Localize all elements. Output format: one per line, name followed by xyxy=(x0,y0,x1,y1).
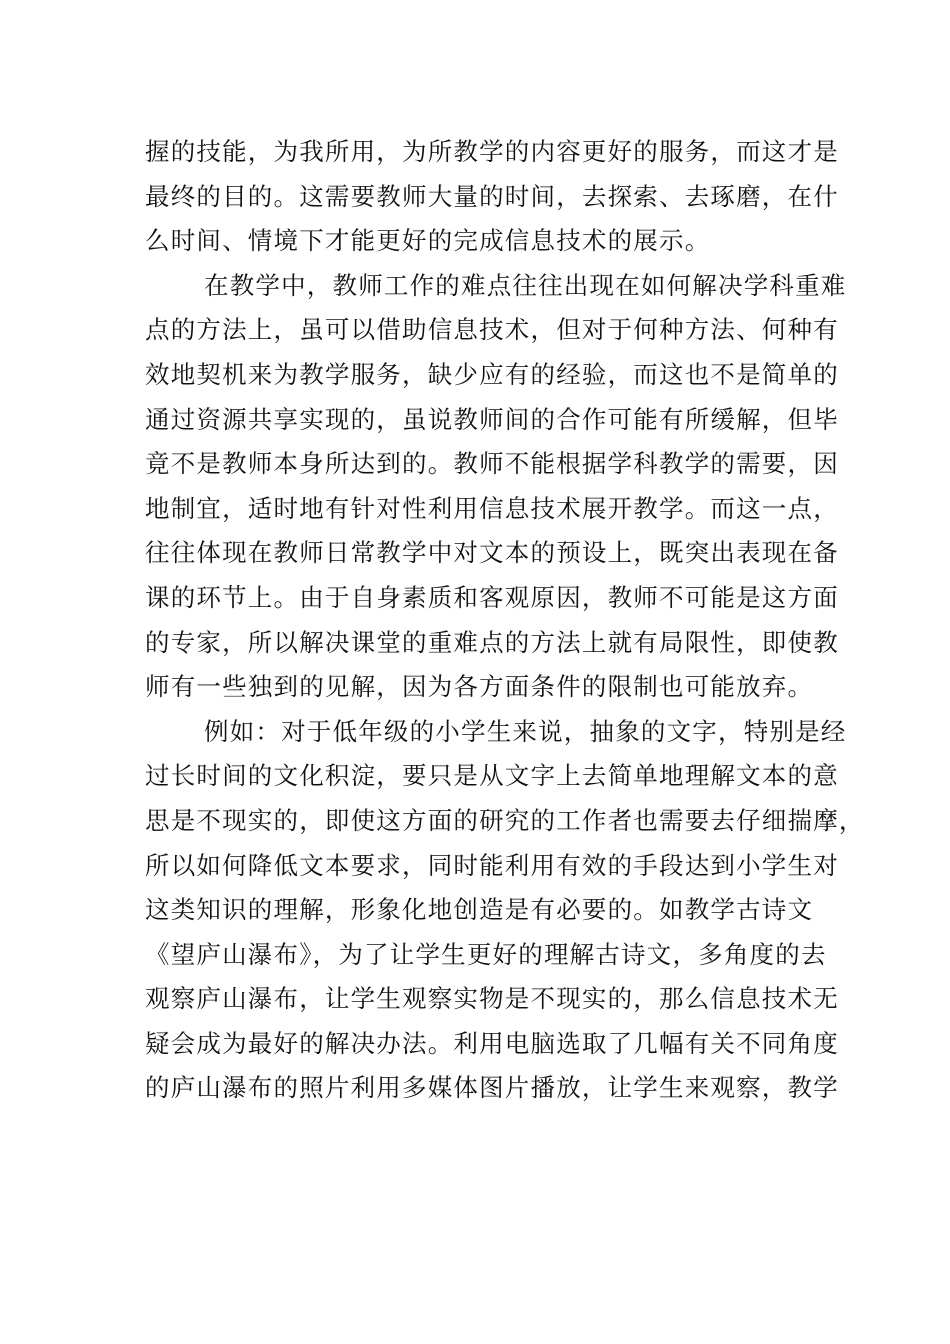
body-text xyxy=(145,130,865,1111)
text-line: 师有一些独到的见解，因为各方面条件的限制也可能放弃。 xyxy=(145,672,814,702)
text-line: 握的技能，为我所用，为所教学的内容更好的服务，而这才是 xyxy=(145,137,839,166)
text-line: 例如：对于低年级的小学生来说，抽象的文字，特别是经 xyxy=(204,716,847,746)
text-line: 的庐山瀑布的照片利用多媒体图片播放，让学生来观察，教学 xyxy=(145,1073,839,1103)
text-line: 所以如何降低文本要求，同时能利用有效的手段达到小学生对 xyxy=(145,850,839,880)
text-line: 的专家，所以解决课堂的重难点的方法上就有局限性，即使教 xyxy=(145,627,839,657)
text-line: 最终的目的。这需要教师大量的时间，去探索、去琢磨，在什 xyxy=(145,181,839,211)
text-line: 竟不是教师本身所达到的。教师不能根据学科教学的需要，因 xyxy=(145,449,839,479)
text-line: 疑会成为最好的解决办法。利用电脑选取了几幅有关不同角度 xyxy=(145,1028,839,1058)
text-line: 往往体现在教师日常教学中对文本的预设上，既突出表现在备 xyxy=(145,538,839,568)
text-line: 地制宜，适时地有针对性利用信息技术展开教学。而这一点， xyxy=(145,493,839,523)
text-line: 效地契机来为教学服务，缺少应有的经验，而这也不是简单的 xyxy=(145,359,839,389)
paragraph xyxy=(145,130,839,264)
text-line: 在教学中，教师工作的难点往往出现在如何解决学科重难 xyxy=(204,270,847,300)
text-line: 课的环节上。由于自身素质和客观原因，教师不可能是这方面 xyxy=(145,582,839,612)
text-line: 观察庐山瀑布，让学生观察实物是不现实的，那么信息技术无 xyxy=(145,984,839,1014)
paragraph xyxy=(145,710,865,1111)
text-line: 《望庐山瀑布》，为了让学生更好的理解古诗文，多角度的去 xyxy=(145,939,827,969)
text-line: 点的方法上，虽可以借助信息技术，但对于何种方法、何种有 xyxy=(145,315,839,345)
text-line: 这类知识的理解，形象化地创造是有必要的。如教学古诗文 xyxy=(145,895,814,925)
text-line: 通过资源共享实现的，虽说教师间的合作可能有所缓解，但毕 xyxy=(145,404,839,434)
text-line: 么时间、情境下才能更好的完成信息技术的展示。 xyxy=(145,226,711,256)
text-line: 过长时间的文化积淀，要只是从文字上去简单地理解文本的意 xyxy=(145,761,839,791)
paragraph xyxy=(145,264,847,710)
text-line: 思是不现实的，即使这方面的研究的工作者也需要去仔细揣摩， xyxy=(145,805,865,835)
